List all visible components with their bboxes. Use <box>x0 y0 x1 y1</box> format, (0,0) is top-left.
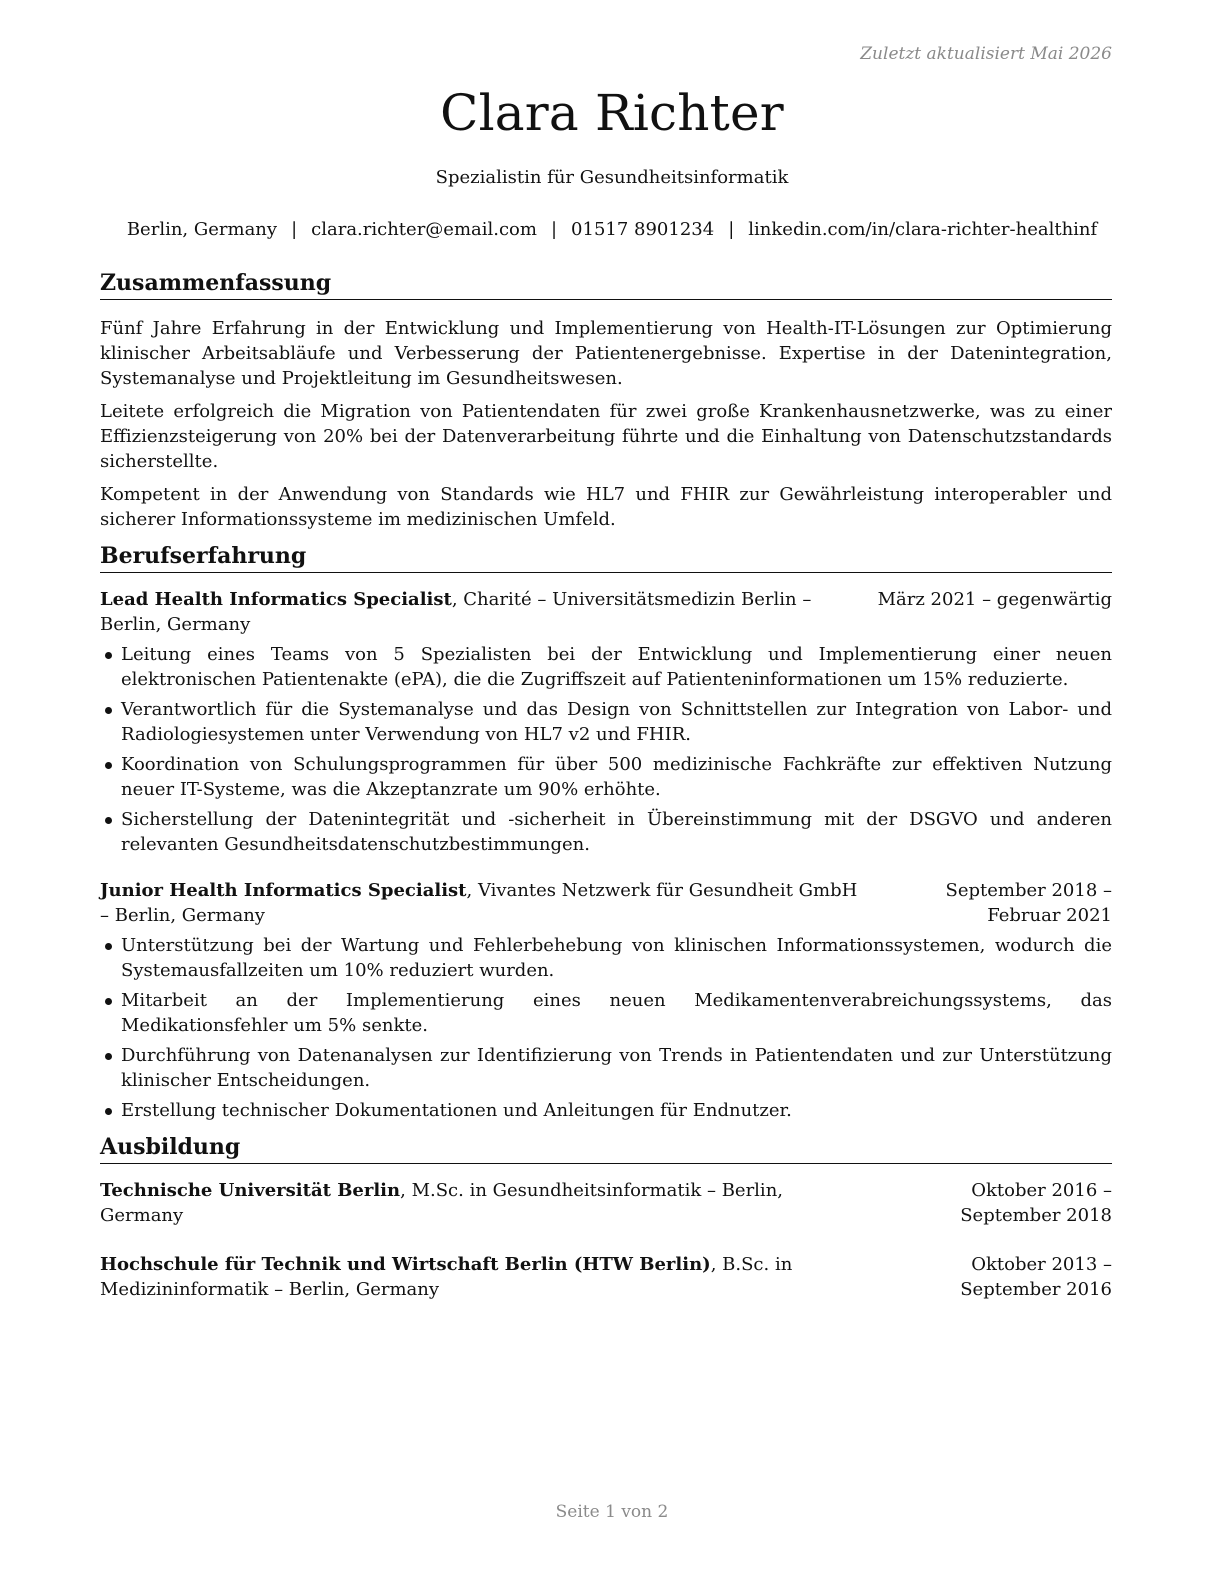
job-dates: September 2018 – Februar 2021 <box>945 880 1112 926</box>
education-header <box>100 1178 1112 1228</box>
summary-paragraph: Leitete erfolgreich die Migration von Patientendaten für zwei große Krankenhausnetzwerke, was zu einer Effizienzsteigerung von 20% bei der Datenverarbeitung führte und die Einhaltung von Datenschutzstandards sicherstellte. <box>100 401 1112 472</box>
last-updated-note: Zuletzt aktualisiert Mai 2026 <box>860 44 1112 64</box>
job-role: Lead Health Informatics Specialist <box>100 589 452 610</box>
job-bullet: Mitarbeit an der Implementierung eines neuen Medikamentenverabreichungssystems, das Medikationsfehler um 5% senkte. <box>100 988 1112 1038</box>
job-header <box>100 878 1112 928</box>
job-bullet: Verantwortlich für die Systemanalyse und das Design von Schnittstellen zur Integration von Labor- und Radiologiesystemen unter Verwendung von HL7 v2 und FHIR. <box>100 697 1112 747</box>
job-bullets <box>100 933 1112 1123</box>
job-bullet: Erstellung technischer Dokumentationen und Anleitungen für Endnutzer. <box>100 1098 1112 1123</box>
education-degree: , M.Sc. in Gesundheitsinformatik – Berlin, Germany <box>100 1180 784 1226</box>
job-bullet: Leitung eines Teams von 5 Spezialisten bei der Entwicklung und Implementierung einer neuen elektronischen Patientenakte (ePA), die die Zugriffszeit auf Patienteninformationen um 15% reduzierte. <box>100 642 1112 692</box>
education-school: Technische Universität Berlin <box>100 1180 401 1201</box>
contact-separator: | <box>550 219 558 240</box>
contact-separator: | <box>291 219 298 240</box>
education-entry <box>100 1252 1112 1302</box>
section-title-experience: Berufserfahrung <box>100 541 1112 573</box>
contact-location: Berlin, Germany <box>126 219 278 240</box>
page-number: Seite 1 von 2 <box>555 1502 669 1522</box>
candidate-name: Clara Richter <box>440 84 784 142</box>
job-bullet: Durchführung von Datenanalysen zur Identifizierung von Trends in Patientendaten und zur Unterstützung klinischer Entscheidungen. <box>100 1043 1112 1093</box>
contact-phone[interactable]: 01517 8901234 <box>571 219 715 240</box>
job-entry <box>100 587 1112 857</box>
job-title: Spezialistin für Gesundheitsinformatik <box>435 167 789 188</box>
summary-section <box>100 268 1112 532</box>
education-dates: Oktober 2013 – September 2016 <box>960 1254 1112 1300</box>
education-heading <box>100 1178 880 1228</box>
job-bullet: Koordination von Schulungsprogrammen für über 500 medizinische Fachkräfte zur effektiven Nutzung neuer IT-Systeme, was die Akzeptanzrate um 90% erhöhte. <box>100 752 1112 802</box>
education-degree: , B.Sc. in Medizininformatik – Berlin, Germany <box>100 1254 793 1300</box>
job-heading <box>100 587 878 637</box>
education-header <box>100 1252 1112 1302</box>
job-organization: , Vivantes Netzwerk für Gesundheit GmbH – Berlin, Germany <box>100 880 858 926</box>
summary-paragraph: Fünf Jahre Erfahrung in der Entwicklung und Implementierung von Health-IT-Lösungen zur Optimierung klinischer Arbeitsabläufe und Verbesserung der Patientenergebnisse. Expertise in der Datenintegration, Systemanalyse und Projektleitung im Gesundheitswesen. <box>100 318 1112 389</box>
job-dates: März 2021 – gegenwärtig <box>877 589 1112 610</box>
job-role: Junior Health Informatics Specialist <box>100 880 467 901</box>
contact-email[interactable]: clara.richter@email.com <box>311 219 537 240</box>
education-school: Hochschule für Technik und Wirtschaft Berlin (HTW Berlin) <box>100 1254 711 1275</box>
education-section <box>100 1132 1112 1302</box>
contact-separator: | <box>728 219 735 240</box>
education-heading <box>100 1252 880 1302</box>
contact-line <box>0 219 1224 240</box>
education-dates: Oktober 2016 – September 2018 <box>960 1180 1112 1226</box>
experience-section <box>100 541 1112 1123</box>
resume-body <box>100 268 1112 1302</box>
section-title-summary: Zusammenfassung <box>100 268 1112 300</box>
job-organization: , Charité – Universitätsmedizin Berlin – Berlin, Germany <box>100 589 812 635</box>
job-bullet: Sicherstellung der Datenintegrität und -sicherheit in Übereinstimmung mit der DSGVO und anderen relevanten Gesundheitsdatenschutzbestimmungen. <box>100 807 1112 857</box>
contact-linkedin[interactable]: linkedin.com/in/clara-richter-healthinf <box>748 219 1098 240</box>
summary-paragraph: Kompetent in der Anwendung von Standards wie HL7 und FHIR zur Gewährleistung interoperabler und sicherer Informationssysteme im medizinischen Umfeld. <box>100 484 1112 530</box>
job-heading <box>100 878 880 928</box>
summary-text <box>100 316 1112 532</box>
section-title-education: Ausbildung <box>100 1132 1112 1164</box>
job-header <box>100 587 1112 637</box>
education-entry <box>100 1178 1112 1228</box>
job-entry <box>100 878 1112 1123</box>
job-bullets <box>100 642 1112 857</box>
job-bullet: Unterstützung bei der Wartung und Fehlerbehebung von klinischen Informationssystemen, wodurch die Systemausfallzeiten um 10% reduziert wurden. <box>100 933 1112 983</box>
